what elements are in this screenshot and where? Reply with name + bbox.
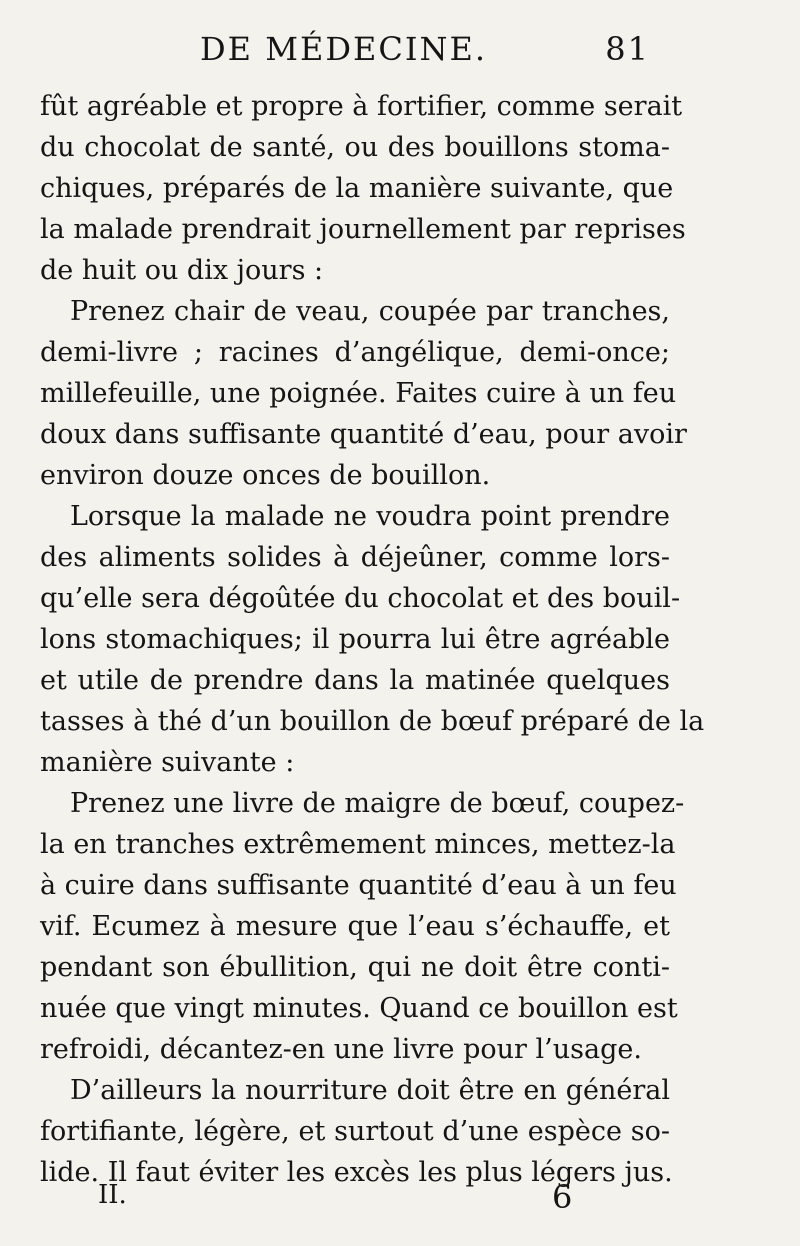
- text-line: qu’elle sera dégoûtée du chocolat et des bouil-: [40, 583, 681, 614]
- body-text: [40, 86, 705, 1193]
- text-line: lons stomachiques; il pourra lui être agréable: [40, 624, 670, 655]
- text-line: pendant son ébullition, qui ne doit être conti-: [40, 952, 670, 983]
- text-line: fût agréable et propre à fortifier, comme serait: [40, 91, 683, 122]
- running-title: DE MÉDECINE.: [200, 30, 487, 68]
- sheet-number: 6: [552, 1178, 573, 1216]
- text-line: demi-livre ; racines d’angélique, demi-once;: [40, 337, 670, 368]
- text-line: chiques, préparés de la manière suivante, que: [40, 173, 674, 204]
- text-line: refroidi, décantez-en une livre pour l’usage.: [40, 1034, 642, 1065]
- text-line: manière suivante :: [40, 747, 295, 778]
- running-head: [200, 30, 650, 80]
- text-line: doux dans suffisante quantité d’eau, pour avoir: [40, 419, 687, 450]
- text-line: de huit ou dix jours :: [40, 255, 324, 286]
- text-line: fortifiante, légère, et surtout d’une espèce so-: [40, 1116, 670, 1147]
- paragraph-start-line: Prenez chair de veau, coupée par tranches,: [70, 296, 670, 327]
- text-line: nuée que vingt minutes. Quand ce bouillon est: [40, 993, 678, 1024]
- paragraph-start-line: Lorsque la malade ne voudra point prendre: [70, 501, 670, 532]
- text-line: lide. Il faut éviter les excès les plus légers jus.: [40, 1157, 673, 1188]
- text-line: vif. Ecumez à mesure que l’eau s’échauffe, et: [40, 911, 670, 942]
- signature-mark: II.: [98, 1180, 127, 1210]
- text-line: la en tranches extrêmement minces, mettez-la: [40, 829, 676, 860]
- text-line: à cuire dans suffisante quantité d’eau à un feu: [40, 870, 677, 901]
- text-line: des aliments solides à déjeûner, comme lors-: [40, 542, 670, 573]
- text-line: tasses à thé d’un bouillon de bœuf préparé de la: [40, 706, 705, 737]
- text-line: et utile de prendre dans la matinée quelques: [40, 665, 670, 696]
- paragraph-start-line: Prenez une livre de maigre de bœuf, coupez-: [70, 788, 685, 819]
- text-line: millefeuille, une poignée. Faites cuire à un feu: [40, 378, 677, 409]
- text-line: la malade prendrait journellement par reprises: [40, 214, 686, 245]
- page-number: 81: [605, 30, 650, 68]
- text-line: du chocolat de santé, ou des bouillons stoma-: [40, 132, 670, 163]
- paragraph-start-line: D’ailleurs la nourriture doit être en général: [70, 1075, 670, 1106]
- text-line: environ douze onces de bouillon.: [40, 460, 491, 491]
